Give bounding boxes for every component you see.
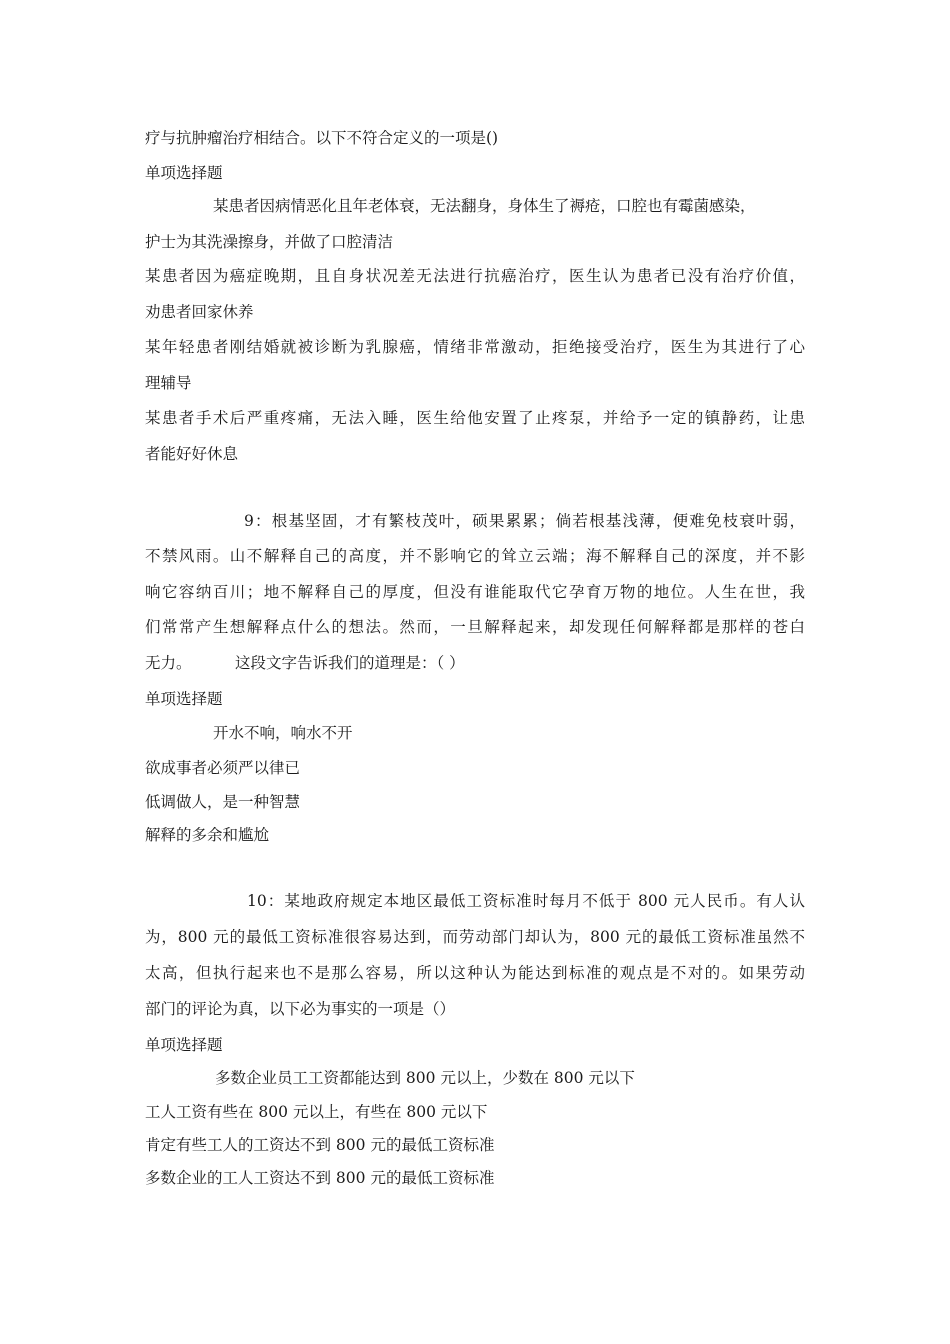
q8-option-c-line2: 理辅导 — [145, 374, 192, 392]
q9-option-b: 欲成事者必须严以律已 — [145, 759, 301, 777]
q9-question-type: 单项选择题 — [145, 690, 223, 708]
q10-option-b: 工人工资有些在 800 元以上，有些在 800 元以下 — [145, 1103, 488, 1121]
q9-option-a: 开水不响，响水不开 — [213, 724, 353, 742]
q9-stem-line2: 不禁风雨。山不解释自己的高度，并不影响它的耸立云端；海不解释自己的深度，并不影 — [145, 547, 805, 565]
q8-option-d-line1: 某患者手术后严重疼痛，无法入睡，医生给他安置了止疼泵，并给予一定的镇静药，让患 — [145, 409, 805, 427]
q8-option-d-line2: 者能好好休息 — [145, 445, 239, 463]
q9-stem-line1: 9：根基坚固，才有繁枝茂叶，硕果累累；倘若根基浅薄，便难免枝衰叶弱， — [244, 512, 805, 530]
q10-option-c: 肯定有些工人的工资达不到 800 元的最低工资标准 — [145, 1136, 495, 1154]
q8-option-c-line1: 某年轻患者刚结婚就被诊断为乳腺癌，情绪非常激动，拒绝接受治疗，医生为其进行了心 — [145, 338, 805, 356]
q10-stem-line1: 10：某地政府规定本地区最低工资标准时每月不低于 800 元人民币。有人认 — [247, 892, 805, 910]
q8-option-a-line2: 护士为其洗澡擦身，并做了口腔清洁 — [145, 233, 394, 251]
q10-option-d: 多数企业的工人工资达不到 800 元的最低工资标准 — [145, 1169, 495, 1187]
q9-stem-question: 这段文字告诉我们的道理是：（ ） — [235, 654, 465, 672]
q10-option-a: 多数企业员工工资都能达到 800 元以上，少数在 800 元以下 — [215, 1069, 635, 1087]
q9-stem-line4: 们常常产生想解释点什么的想法。然而，一旦解释起来，却发现任何解释都是那样的苍白 — [145, 618, 805, 636]
q8-option-a-line1: 某患者因病情恶化且年老体衰，无法翻身，身体生了褥疮，口腔也有霉菌感染， — [213, 197, 756, 215]
q10-stem-line3: 太高，但执行起来也不是那么容易，所以这种认为能达到标准的观点是不对的。如果劳动 — [145, 964, 805, 982]
q8-question-type: 单项选择题 — [145, 164, 223, 182]
q8-stem-tail: 疗与抗肿瘤治疗相结合。以下不符合定义的一项是() — [145, 129, 499, 147]
q10-question-type: 单项选择题 — [145, 1036, 223, 1054]
q10-stem-line4: 部门的评论为真，以下必为事实的一项是（） — [145, 1000, 456, 1018]
q9-stem-line5: 无力。 — [145, 654, 192, 672]
q10-stem-line2: 为，800 元的最低工资标准很容易达到，而劳动部门却认为，800 元的最低工资标准虽然不 — [145, 928, 805, 946]
q8-option-b-line2: 劝患者回家休养 — [145, 303, 254, 321]
q9-option-c: 低调做人，是一种智慧 — [145, 793, 301, 811]
q9-stem-line3: 响它容纳百川；地不解释自己的厚度，但没有谁能取代它孕育万物的地位。人生在世，我 — [145, 583, 805, 601]
q8-option-b-line1: 某患者因为癌症晚期，且自身状况差无法进行抗癌治疗，医生认为患者已没有治疗价值， — [145, 267, 805, 285]
q9-option-d: 解释的多余和尴尬 — [145, 826, 270, 844]
